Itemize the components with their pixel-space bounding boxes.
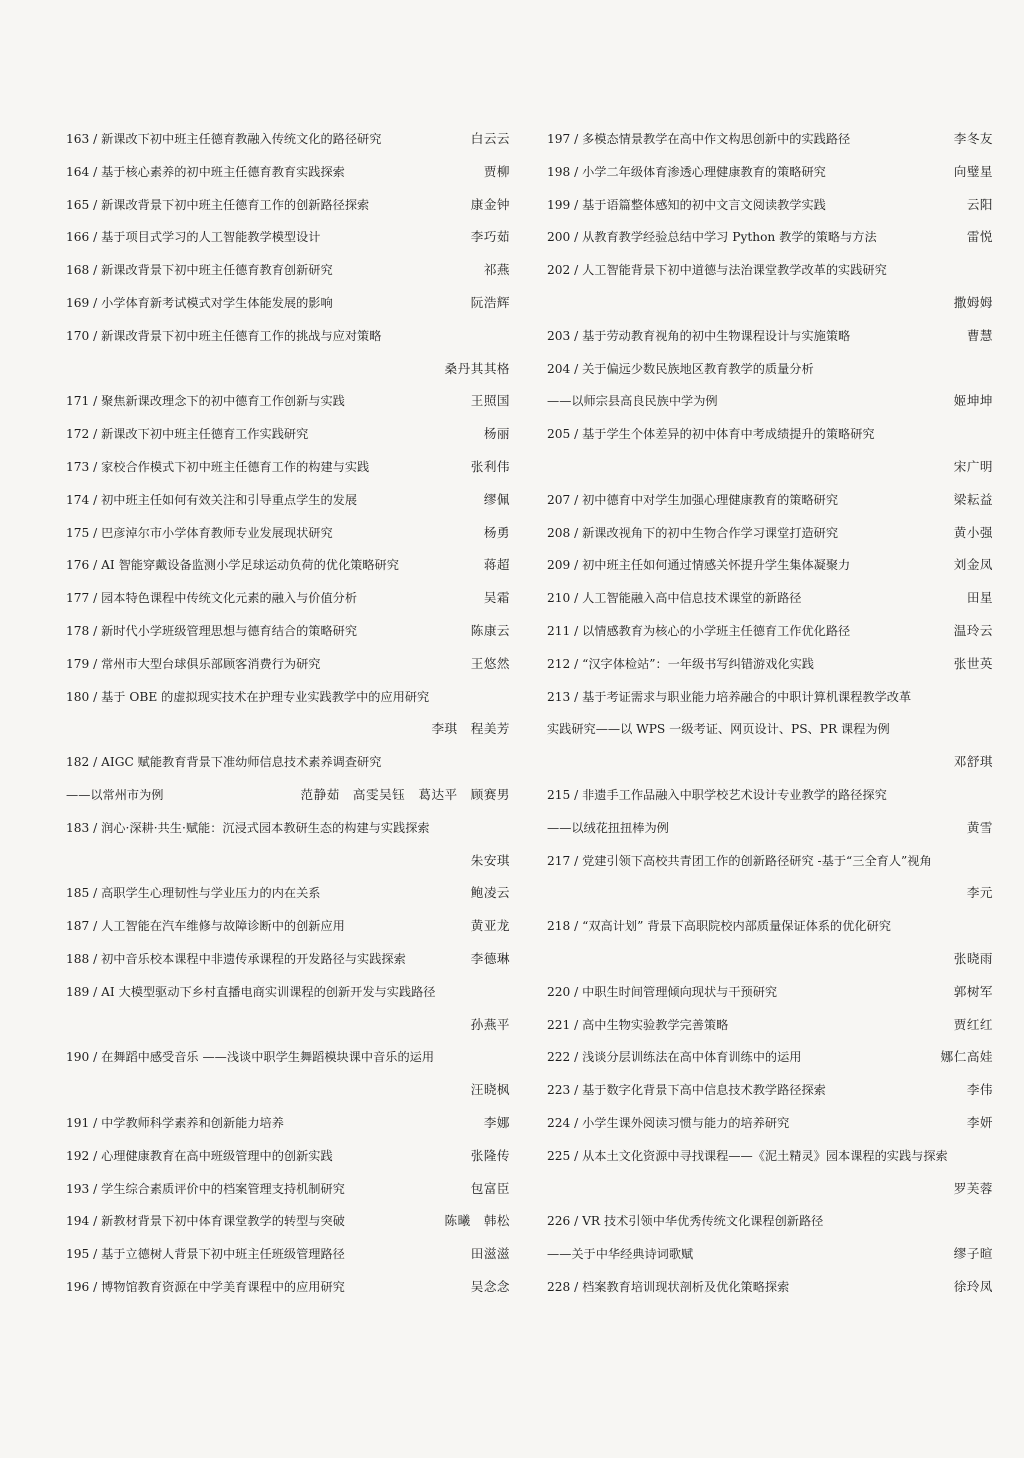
toc-entry-author: 陈康云 [470, 623, 510, 638]
toc-entry-author: 黄雪 [966, 819, 993, 835]
toc-entry [66, 685, 510, 709]
toc-entry [66, 160, 510, 184]
toc-entry-author: 孙燕平 [470, 1016, 510, 1032]
toc-entry-title: 163 / 新课改下初中班主任德育教融入传统文化的路径研究 [66, 132, 382, 146]
toc-entry-author: 向璧星 [953, 163, 993, 179]
toc-entry-title: 实践研究——以 WPS 一级考证、网页设计、PS、PR 课程为例 [547, 722, 890, 737]
toc-entry [66, 1045, 510, 1069]
toc-entry-author: 吴念念 [470, 1279, 510, 1294]
toc-entry [66, 1078, 510, 1102]
toc-entry-title: 178 / 新时代小学班级管理思想与德育结合的策略研究 [66, 624, 358, 638]
toc-entry [66, 1013, 510, 1037]
toc-entry-title: 199 / 基于语篇整体感知的初中文言文阅读教学实践 [547, 197, 826, 212]
toc-entry [66, 422, 510, 446]
toc-entry [547, 685, 993, 709]
toc-entry-author: 张利伟 [470, 459, 510, 474]
toc-entry-title: 187 / 人工智能在汽车维修与故障诊断中的创新应用 [66, 919, 345, 934]
toc-entry-author: 田滋滋 [470, 1246, 510, 1262]
toc-entry-title: 220 / 中职生时间管理倾向现状与干预研究 [547, 984, 778, 999]
toc-entry-author: 鲍凌云 [470, 885, 510, 901]
toc-entry-title: 176 / AI 智能穿戴设备监测小学足球运动负荷的优化策略研究 [66, 558, 399, 573]
toc-entry-title: 210 / 人工智能融入高中信息技术课堂的新路径 [547, 591, 802, 606]
toc-entry [66, 652, 510, 676]
toc-entry-author: 李冬友 [953, 131, 993, 146]
toc-entry-title: 166 / 基于项目式学习的人工智能教学模型设计 [66, 230, 321, 245]
toc-entry-author: 李琪 程美芳 [431, 721, 510, 737]
toc-entry-author: 陈曦 韩松 [444, 1213, 510, 1229]
toc-entry [66, 1275, 510, 1299]
toc-entry [66, 389, 510, 413]
toc-entry-title: 208 / 新课改视角下的初中生物合作学习课堂打造研究 [547, 525, 839, 540]
toc-entry [66, 1209, 510, 1233]
toc-entry-title: 202 / 人工智能背景下初中道德与法治课堂教学改革的实践研究 [547, 263, 887, 278]
toc-entry-author: 缪子暄 [953, 1246, 993, 1262]
toc-entry-author: 李巧茹 [470, 229, 510, 245]
toc-entry [66, 1111, 510, 1135]
toc-entry [66, 553, 510, 577]
toc-entry [547, 193, 993, 217]
toc-entry [547, 389, 993, 413]
toc-entry-author: 刘金凤 [953, 557, 993, 573]
toc-entry-author: 张晓雨 [953, 951, 993, 966]
toc-entry-author: 雷悦 [966, 229, 993, 245]
toc-entry-author: 阮浩辉 [470, 295, 510, 310]
toc-entry-author: 张世英 [953, 655, 993, 671]
toc-entry [66, 586, 510, 610]
toc-entry [547, 422, 993, 446]
toc-entry [547, 849, 993, 873]
toc-entry [66, 193, 510, 217]
toc-entry [547, 980, 993, 1004]
toc-entry [547, 816, 993, 840]
toc-entry [547, 717, 993, 741]
toc-entry-author: 缪佩 [483, 491, 510, 507]
toc-entry-title: 195 / 基于立德树人背景下初中班主任班级管理路径 [66, 1247, 345, 1262]
toc-entry [66, 357, 510, 381]
toc-entry-title: 221 / 高中生物实验教学完善策略 [547, 1017, 729, 1032]
toc-entry-author: 蒋超 [483, 557, 510, 573]
toc-entry-title: 174 / 初中班主任如何有效关注和引导重点学生的发展 [66, 492, 358, 507]
toc-entry [547, 783, 993, 807]
toc-entry-title: 193 / 学生综合素质评价中的档案管理支持机制研究 [66, 1181, 345, 1196]
toc-entry [547, 1177, 993, 1201]
toc-entry-title: ——关于中华经典诗词歌赋 [547, 1247, 694, 1262]
toc-entry [547, 1144, 993, 1168]
toc-entry-author: 罗芙蓉 [953, 1180, 993, 1196]
toc-entry-title: 211 / 以情感教育为核心的小学班主任德育工作优化路径 [547, 624, 851, 638]
toc-entry-author: 李元 [966, 885, 993, 901]
toc-entry-title: 190 / 在舞蹈中感受音乐 ——浅谈中职学生舞蹈模块课中音乐的运用 [66, 1050, 435, 1065]
toc-entry-title: 185 / 高职学生心理韧性与学业压力的内在关系 [66, 886, 321, 901]
toc-entry-title: 164 / 基于核心素养的初中班主任德育教育实践探索 [66, 164, 345, 179]
toc-entry-author: 李妍 [966, 1115, 993, 1130]
toc-entry-title: 215 / 非遗手工作品融入中职学校艺术设计专业教学的路径探究 [547, 788, 887, 802]
toc-entry [547, 1078, 993, 1102]
toc-entry-title: 191 / 中学教师科学素养和创新能力培养 [66, 1116, 284, 1130]
toc-entry-author: 邓舒琪 [953, 754, 993, 770]
toc-entry-author: 范静茹 高雯吴钰 葛达平 顾赛男 [300, 787, 510, 802]
toc-entry-author: 吴霜 [483, 590, 510, 606]
toc-entry [66, 914, 510, 938]
toc-entry [547, 291, 993, 315]
toc-entry [66, 750, 510, 774]
toc-entry-author: 包富臣 [470, 1180, 510, 1196]
toc-entry [66, 127, 510, 151]
toc-entry-title: 222 / 浅谈分层训练法在高中体育训练中的运用 [547, 1050, 802, 1065]
toc-entry [66, 488, 510, 512]
toc-entry [547, 160, 993, 184]
toc-entry-title: 197 / 多模态情景教学在高中作文构思创新中的实践路径 [547, 132, 851, 146]
toc-entry [547, 258, 993, 282]
toc-entry [66, 619, 510, 643]
toc-entry-author: 王照国 [470, 393, 510, 409]
toc-entry [547, 553, 993, 577]
toc-entry-author: 朱安琪 [470, 852, 510, 868]
toc-entry-author: 徐玲凤 [953, 1279, 993, 1294]
toc-entry [66, 324, 510, 348]
toc-entry-title: 165 / 新课改背景下初中班主任德育工作的创新路径探索 [66, 197, 370, 212]
toc-entry [66, 258, 510, 282]
toc-entry-title: 182 / AIGC 赋能教育背景下准幼师信息技术素养调查研究 [66, 755, 382, 770]
toc-entry [66, 291, 510, 315]
toc-entry-author: 桑丹其其格 [444, 360, 510, 376]
toc-entry-title: 192 / 心理健康教育在高中班级管理中的创新实践 [66, 1148, 333, 1163]
toc-entry-author: 李伟 [966, 1082, 993, 1098]
toc-entry-title: 203 / 基于劳动教育视角的初中生物课程设计与实施策略 [547, 328, 851, 343]
toc-entry-title: 180 / 基于 OBE 的虚拟现实技术在护理专业实践教学中的应用研究 [66, 689, 430, 704]
toc-entry-title: 228 / 档案教育培训现状剖析及优化策略探索 [547, 1280, 790, 1294]
toc-entry-title: ——以常州市为例 [66, 788, 164, 802]
toc-entry-title: 168 / 新课改背景下初中班主任德育教育创新研究 [66, 263, 333, 278]
toc-entry-author: 黄小强 [953, 524, 993, 540]
toc-entry-author: 娜仁高娃 [940, 1049, 993, 1065]
toc-entry-title: 225 / 从本土文化资源中寻找课程——《泥土精灵》园本课程的实践与探索 [547, 1148, 948, 1163]
toc-entry-title: 226 / VR 技术引领中华优秀传统文化课程创新路径 [547, 1214, 824, 1229]
toc-entry [66, 1242, 510, 1266]
toc-entry-title: 198 / 小学二年级体育渗透心理健康教育的策略研究 [547, 164, 826, 179]
toc-entry-title: 204 / 关于偏远少数民族地区教育教学的质量分析 [547, 361, 814, 376]
toc-entry [547, 1045, 993, 1069]
toc-entry-author: 云阳 [966, 196, 993, 212]
toc-entry-author: 撒姆姆 [953, 295, 993, 310]
toc-entry-title: 189 / AI 大模型驱动下乡村直播电商实训课程的创新开发与实践路径 [66, 984, 436, 999]
toc-entry-author: 田星 [966, 590, 993, 606]
toc-entry [547, 1242, 993, 1266]
toc-entry [66, 717, 510, 741]
toc-entry-title: 173 / 家校合作模式下初中班主任德育工作的构建与实践 [66, 460, 370, 474]
toc-entry-author: 姬坤坤 [953, 393, 993, 409]
toc-entry-title: 172 / 新课改下初中班主任德育工作实践研究 [66, 427, 309, 442]
toc-entry [66, 1144, 510, 1168]
toc-entry-author: 黄亚龙 [470, 918, 510, 934]
toc-entry [547, 1013, 993, 1037]
toc-entry [547, 750, 993, 774]
toc-entry [547, 521, 993, 545]
toc-entry [547, 1275, 993, 1299]
toc-entry [66, 947, 510, 971]
toc-entry [66, 783, 510, 807]
toc-entry [66, 521, 510, 545]
toc-entry-title: 177 / 园本特色课程中传统文化元素的融入与价值分析 [66, 591, 358, 606]
toc-entry [547, 1111, 993, 1135]
toc-entry-author: 白云云 [470, 131, 510, 146]
toc-entry [66, 816, 510, 840]
toc-entry-author: 宋广明 [953, 459, 993, 474]
toc-entry-author: 张隆传 [470, 1147, 510, 1163]
toc-entry [66, 225, 510, 249]
toc-entry [547, 357, 993, 381]
toc-entry-title: 183 / 润心·深耕·共生·赋能：沉浸式园本教研生态的构建与实践探索 [66, 820, 430, 835]
toc-entry-title: 213 / 基于考证需求与职业能力培养融合的中职计算机课程教学改革 [547, 689, 912, 704]
toc-entry [547, 127, 993, 151]
toc-entry-title: 209 / 初中班主任如何通过情感关怀提升学生集体凝聚力 [547, 558, 851, 573]
toc-entry [66, 849, 510, 873]
toc-entry [547, 1209, 993, 1233]
toc-entry-author: 杨丽 [483, 426, 510, 442]
toc-entry [547, 619, 993, 643]
toc-entry [547, 324, 993, 348]
toc-entry-title: 212 / “汉字体检站”：一年级书写纠错游戏化实践 [547, 656, 814, 671]
toc-entry-title: 207 / 初中德育中对学生加强心理健康教育的策略研究 [547, 492, 839, 507]
toc-entry-title: 170 / 新课改背景下初中班主任德育工作的挑战与应对策略 [66, 328, 382, 343]
toc-entry-title: 179 / 常州市大型台球俱乐部顾客消费行为研究 [66, 656, 321, 671]
toc-entry-title: 205 / 基于学生个体差异的初中体育中考成绩提升的策略研究 [547, 427, 875, 442]
toc-entry [547, 488, 993, 512]
toc-entry-author: 贾红红 [953, 1016, 993, 1032]
toc-entry [547, 225, 993, 249]
toc-entry-author: 杨勇 [483, 524, 510, 540]
toc-entry-author: 汪晓枫 [470, 1082, 510, 1098]
toc-entry-title: 223 / 基于数字化背景下高中信息技术教学路径探索 [547, 1083, 826, 1098]
toc-entry-author: 贾柳 [483, 163, 510, 179]
toc-entry-author: 曹慧 [966, 327, 993, 343]
toc-entry-author: 祁燕 [483, 262, 510, 278]
toc-entry [66, 881, 510, 905]
toc-entry-title: 200 / 从教育教学经验总结中学习 Python 教学的策略与方法 [547, 230, 877, 245]
toc-entry [547, 881, 993, 905]
toc-entry-author: 温玲云 [953, 623, 993, 638]
toc-entry-title: 217 / 党建引领下高校共青团工作的创新路径研究 -基于“三全育人”视角 [547, 853, 932, 868]
toc-entry-title: 224 / 小学生课外阅读习惯与能力的培养研究 [547, 1116, 790, 1130]
toc-entry-author: 王悠然 [470, 655, 510, 671]
toc-entry [547, 586, 993, 610]
toc-entry [547, 652, 993, 676]
toc-entry-author: 郭树军 [953, 983, 993, 999]
toc-entry-title: 188 / 初中音乐校本课程中非遗传承课程的开发路径与实践探索 [66, 952, 406, 966]
toc-entry-title: 169 / 小学体育新考试模式对学生体能发展的影响 [66, 296, 333, 310]
toc-entry-author: 梁耘益 [953, 491, 993, 507]
toc-entry-author: 李娜 [483, 1115, 510, 1130]
toc-entry [547, 455, 993, 479]
toc-entry-author: 康金钟 [470, 196, 510, 212]
toc-entry [66, 980, 510, 1004]
toc-entry-title: ——以绒花扭扭棒为例 [547, 820, 669, 835]
toc-entry-title: 194 / 新教材背景下初中体育课堂教学的转型与突破 [66, 1214, 345, 1229]
toc-entry-title: 196 / 博物馆教育资源在中学美育课程中的应用研究 [66, 1280, 345, 1294]
toc-entry [547, 914, 993, 938]
toc-entry [547, 947, 993, 971]
toc-entry [66, 1177, 510, 1201]
toc-entry-title: ——以师宗县高良民族中学为例 [547, 394, 718, 409]
toc-entry-author: 李德琳 [470, 951, 510, 966]
toc-entry-title: 218 / “双高计划” 背景下高职院校内部质量保证体系的优化研究 [547, 919, 891, 934]
toc-entry-title: 175 / 巴彦淖尔市小学体育教师专业发展现状研究 [66, 525, 333, 540]
toc-entry-title: 171 / 聚焦新课改理念下的初中德育工作创新与实践 [66, 394, 345, 409]
toc-entry [66, 455, 510, 479]
